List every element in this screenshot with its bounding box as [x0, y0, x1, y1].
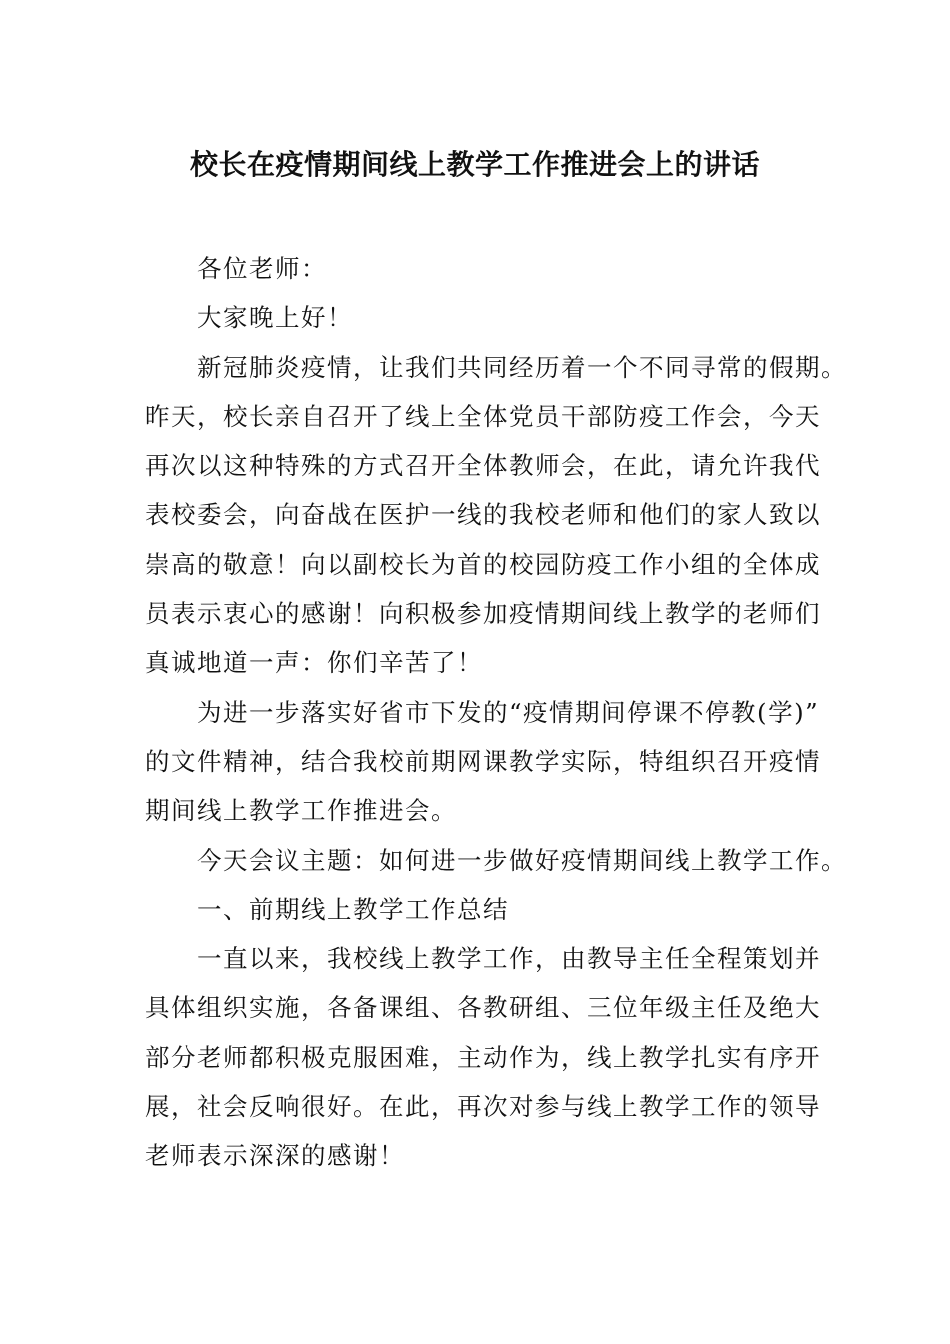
paragraph-line: 崇高的敬意！向以副校长为首的校园防疫工作小组的全体成	[145, 549, 821, 579]
paragraph-line: 真诚地道一声：你们辛苦了！	[145, 648, 483, 678]
paragraph-line: 期间线上教学工作推进会。	[145, 796, 457, 826]
document-title: 校长在疫情期间线上教学工作推进会上的讲话	[189, 148, 760, 181]
paragraph-line: 再次以这种特殊的方式召开全体教师会，在此，请允许我代	[145, 451, 821, 481]
paragraph-line: 新冠肺炎疫情，让我们共同经历着一个不同寻常的假期。	[197, 352, 847, 382]
paragraph-line: 表校委会，向奋战在医护一线的我校老师和他们的家人致以	[145, 500, 821, 530]
paragraph-line: 昨天，校长亲自召开了线上全体党员干部防疫工作会，今天	[145, 401, 821, 431]
paragraph-line: 今天会议主题：如何进一步做好疫情期间线上教学工作。	[197, 845, 847, 875]
paragraph-line: 的文件精神，结合我校前期网课教学实际，特组织召开疫情	[145, 746, 821, 776]
paragraph-line: 具体组织实施，各备课组、各教研组、三位年级主任及绝大	[145, 993, 821, 1023]
section-heading: 一、前期线上教学工作总结	[197, 894, 509, 924]
document-body	[145, 244, 847, 1181]
paragraph-line: 部分老师都积极克服困难，主动作为，线上教学扎实有序开	[145, 1042, 821, 1072]
greeting-line: 大家晚上好！	[197, 303, 353, 333]
paragraph-line: 为进一步落实好省市下发的“疫情期间停课不停教(学)”	[197, 697, 820, 727]
paragraph-line: 展，社会反响很好。在此，再次对参与线上教学工作的领导	[145, 1092, 821, 1122]
greeting-line: 各位老师：	[197, 254, 327, 283]
paragraph-line: 一直以来，我校线上教学工作，由教导主任全程策划并	[197, 944, 821, 974]
paragraph-line: 老师表示深深的感谢！	[145, 1141, 405, 1171]
paragraph-line: 员表示衷心的感谢！向积极参加疫情期间线上教学的老师们	[145, 599, 821, 629]
